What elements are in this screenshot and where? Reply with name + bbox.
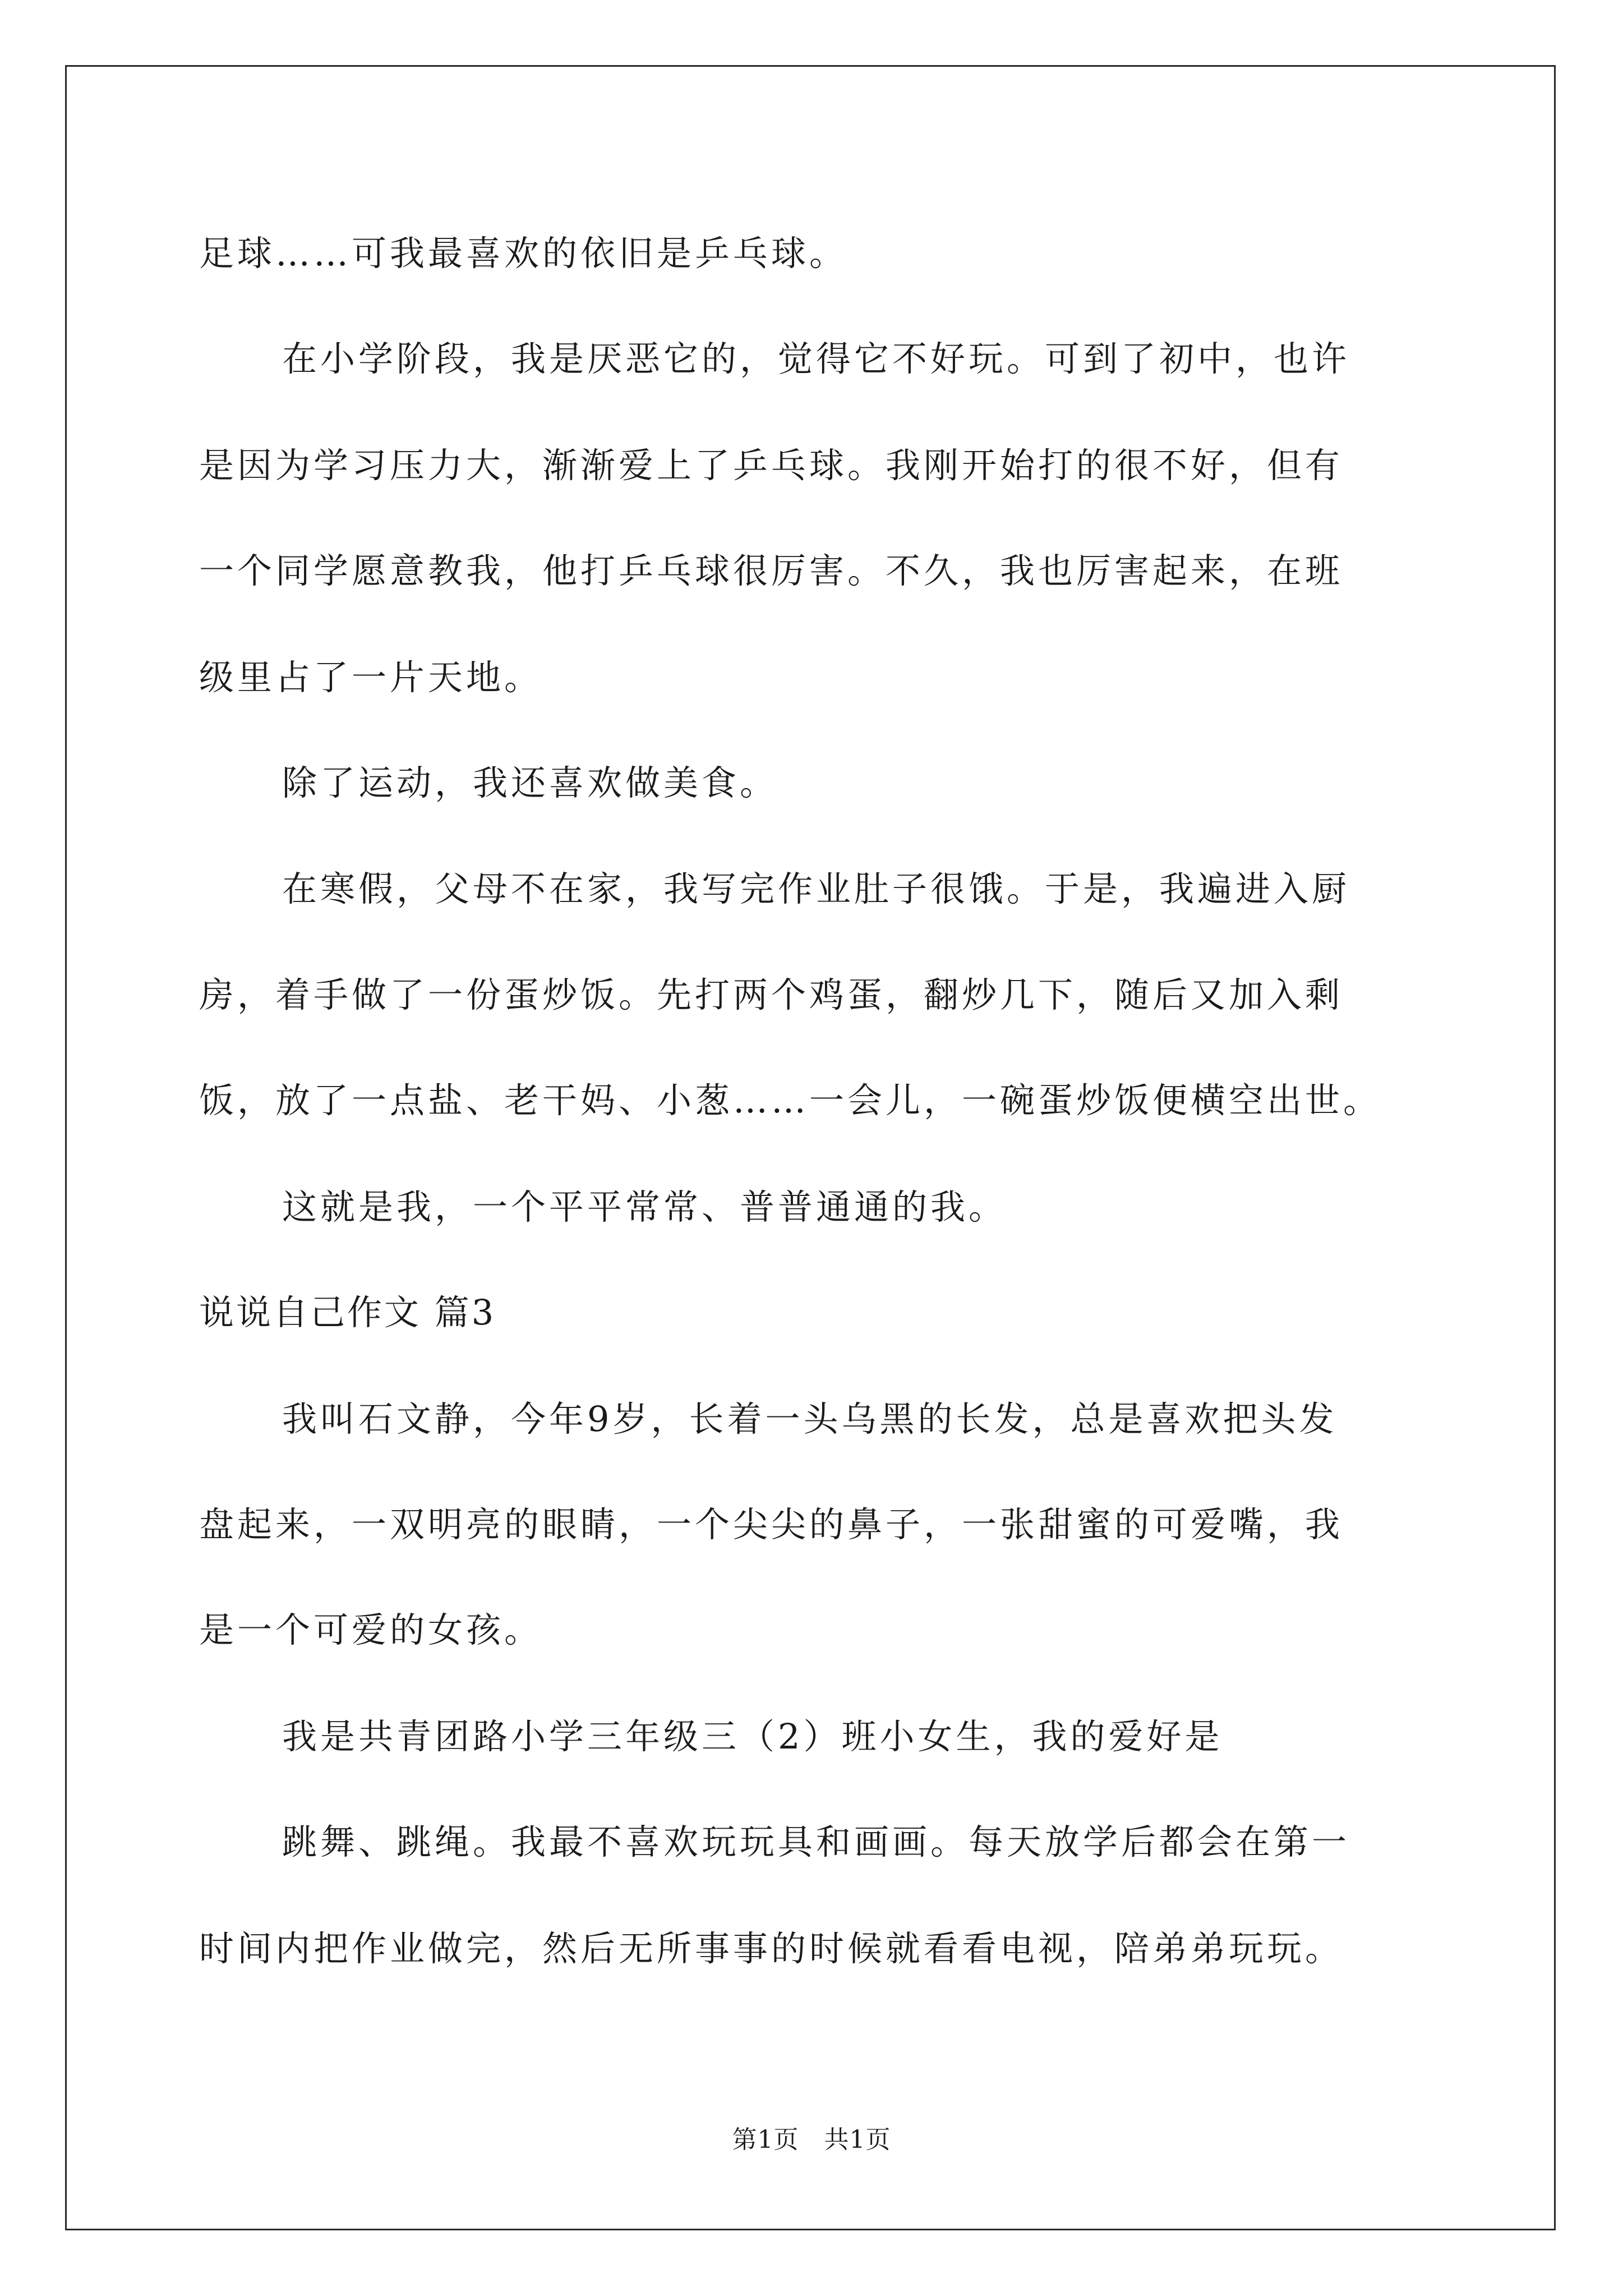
paragraph-line: 足球……可我最喜欢的依旧是乒乓球。 bbox=[199, 233, 848, 274]
page-number: 第1页 共1页 bbox=[732, 2125, 891, 2154]
paragraph-line: 在寒假，父母不在家，我写完作业肚子很饿。于是，我遍进入厨 bbox=[282, 868, 1350, 909]
paragraph-line: 级里占了一片天地。 bbox=[199, 657, 543, 698]
section-heading: 说说自己作文 篇3 bbox=[199, 1292, 496, 1333]
paragraph-line: 饭，放了一点盐、老干妈、小葱……一会儿，一碗蛋炒饭便横空出世。 bbox=[199, 1080, 1382, 1121]
paragraph-line: 是因为学习压力大，渐渐爱上了乒乓球。我刚开始打的很不好，但有 bbox=[199, 445, 1344, 486]
paragraph-line: 时间内把作业做完，然后无所事事的时候就看看电视，陪弟弟玩玩。 bbox=[199, 1928, 1344, 1969]
paragraph-line: 房，着手做了一份蛋炒饭。先打两个鸡蛋，翻炒几下，随后又加入剩 bbox=[199, 974, 1344, 1015]
page-border bbox=[65, 65, 1556, 2230]
paragraph-line: 在小学阶段，我是厌恶它的，觉得它不好玩。可到了初中，也许 bbox=[282, 338, 1350, 379]
paragraph-line: 盘起来，一双明亮的眼睛，一个尖尖的鼻子，一张甜蜜的可爱嘴，我 bbox=[199, 1504, 1344, 1545]
paragraph-line: 这就是我，一个平平常常、普普通通的我。 bbox=[282, 1186, 1007, 1227]
paragraph-line: 一个同学愿意教我，他打乒乓球很厉害。不久，我也厉害起来，在班 bbox=[199, 550, 1344, 591]
paragraph-line: 跳舞、跳绳。我最不喜欢玩玩具和画画。每天放学后都会在第一 bbox=[282, 1821, 1350, 1862]
paragraph-line: 除了运动，我还喜欢做美食。 bbox=[282, 762, 778, 803]
paragraph-line: 我是共青团路小学三年级三（2）班小女生，我的爱好是 bbox=[282, 1716, 1223, 1757]
paragraph-line: 是一个可爱的女孩。 bbox=[199, 1609, 543, 1650]
paragraph-line: 我叫石文静，今年9岁，长着一头乌黑的长发，总是喜欢把头发 bbox=[282, 1398, 1338, 1439]
